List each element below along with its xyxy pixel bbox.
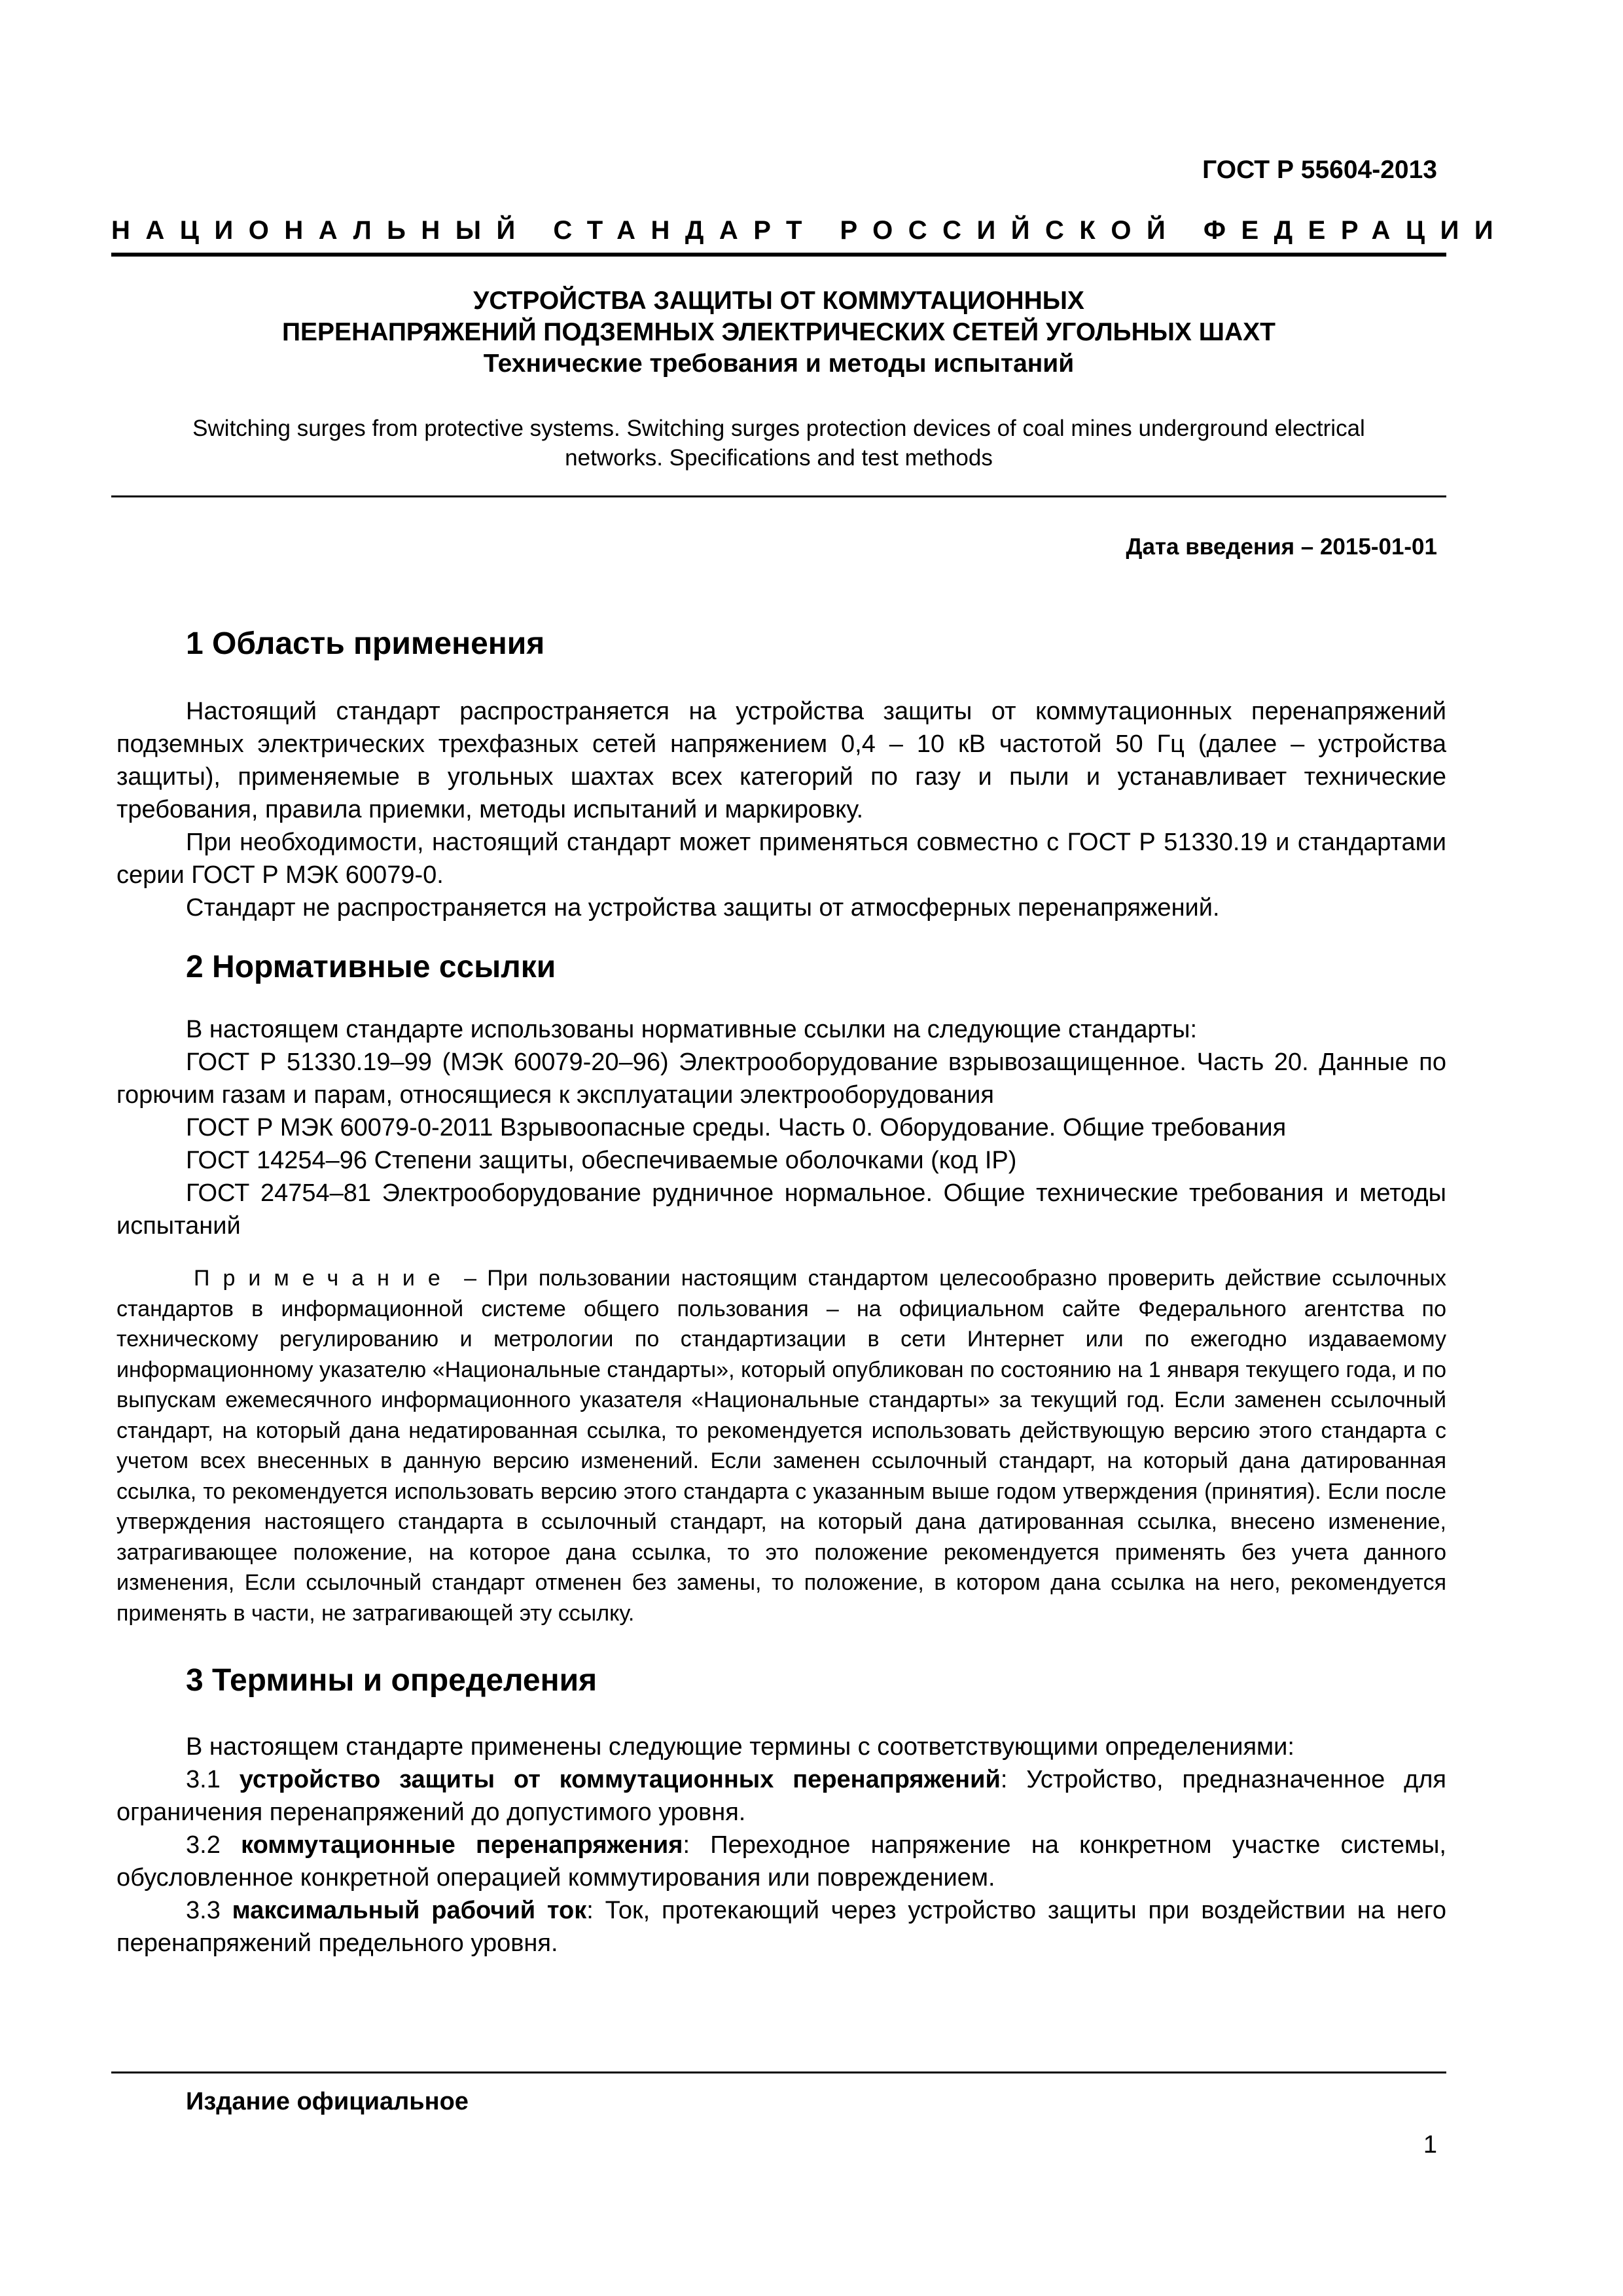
english-title-line-2: networks. Specifications and test methods [565,445,993,471]
header-rule [111,253,1446,257]
term-name: максимальный рабочий ток [232,1897,587,1924]
edition-label: Издание официальное [186,2088,469,2115]
document-code: ГОСТ Р 55604-2013 [1202,156,1437,184]
term-definition [116,1763,1446,1829]
title-line-1: УСТРОЙСТВА ЗАЩИТЫ ОТ КОММУТАЦИОННЫХ [473,287,1084,315]
section-3-body [116,1731,1446,1960]
note-block [116,1263,1446,1628]
note-paragraph [116,1263,1446,1628]
paragraph: Стандарт не распространяется на устройства защиты от атмосферных перенапряжений. [186,894,1220,922]
term-definition-text: : Переходное напряжение на конкретном участке системы, обусловленное конкретной операцией коммутирования или повреждением. [116,1831,1446,1892]
title-line-3: Технические требования и методы испытаний [483,350,1075,378]
paragraph: В настоящем стандарте использованы нормативные ссылки на следующие стандарты: [186,1016,1198,1043]
term-number: 3.1 [186,1766,240,1793]
section-1-heading: 1 Область применения [186,626,545,661]
title-line-2: ПЕРЕНАПРЯЖЕНИЙ ПОДЗЕМНЫХ ЭЛЕКТРИЧЕСКИХ СЕТЕЙ УГОЛЬНЫХ ШАХТ [282,318,1275,346]
section-1-body [116,695,1446,924]
reference-item: ГОСТ 14254–96 Степени защиты, обеспечиваемые оболочками (код IP) [186,1147,1017,1174]
term-name: коммутационные перенапряжения [241,1831,683,1859]
standard-banner: НАЦИОНАЛЬНЫЙ СТАНДАРТ РОССИЙСКОЙ ФЕДЕРАЦИИ [111,216,1509,245]
reference-item: ГОСТ Р МЭК 60079-0-2011 Взрывоопасные среды. Часть 0. Оборудование. Общие требования [186,1114,1287,1141]
section-2-body [116,1013,1446,1242]
note-text: – При пользовании настоящим стандартом целесообразно проверить действие ссылочных стандартов в информационной системе общего пользования – на официальном сайте Федерального агентства по техническому регулированию и метрологии по стандартизации в сети Интернет или по ежегодно издаваемому информационному указателю «Национальные стандарты», который опубликован по состоянию на 1 января текущего года, и по выпускам ежемесячного информационного указателя «Национальные стандарты» за текущий год. Если заменен ссылочный стандарт, на который дана недатированная ссылка, то рекомендуется использовать действующую версию этого стандарта с учетом всех внесенных в данную версию изменений. Если заменен ссылочный стандарт, на который дана датированная ссылка, то рекомендуется использовать версию этого стандарта с указанным выше годом утверждения (принятия). Если после утверждения настоящего стандарта в ссылочный стандарт, на который дана датированная ссылка, внесено изменение, затрагивающее положение, на которое дана ссылка, то это положение рекомендуется применять без учета данного изменения, Если ссылочный стандарт отменен без замены, то положение, в котором дана ссылка на него, рекомендуется применять в части, не затрагивающей эту ссылку. [116,1266,1446,1626]
page-number: 1 [1423,2131,1437,2159]
english-title [111,414,1446,473]
paragraph: Настоящий стандарт распространяется на устройства защиты от коммутационных перенапряжений подземных электрических трехфазных сетей напряжением 0,4 – 10 кВ частотой 50 Гц (далее – устройства защиты), применяемые в угольных шахтах всех категорий по газу и пыли и устанавливает технические требования, правила приемки, методы испытаний и маркировку. [116,698,1446,823]
title-rule [111,495,1446,497]
reference-item: ГОСТ 24754–81 Электрооборудование рудничное нормальное. Общие технические требования и методы испытаний [116,1179,1446,1240]
paragraph: В настоящем стандарте применены следующие термины с соответствующими определениями: [186,1733,1294,1761]
term-name: устройство защиты от коммутационных перенапряжений [239,1766,1001,1793]
term-number: 3.2 [186,1831,241,1859]
term-number: 3.3 [186,1897,232,1924]
note-label: Примечание [194,1266,454,1291]
english-title-line-1: Switching surges from protective systems. Switching surges protection devices of coal mines underground electrical [192,416,1365,441]
section-3-heading: 3 Термины и определения [186,1663,597,1698]
document-title [111,285,1446,380]
introduction-date: Дата введения – 2015-01-01 [1126,534,1437,560]
paragraph: При необходимости, настоящий стандарт может применяться совместно с ГОСТ Р 51330.19 и стандартами серии ГОСТ Р МЭК 60079-0. [116,829,1446,889]
term-definition-text: : Устройство, предназначенное для ограничения перенапряжений до допустимого уровня. [116,1766,1446,1826]
term-definition-text: : Ток, протекающий через устройство защиты при воздействии на него перенапряжений предельного уровня. [116,1897,1446,1957]
reference-item: ГОСТ Р 51330.19–99 (МЭК 60079-20–96) Электрооборудование взрывозащищенное. Часть 20. Данные по горючим газам и парам, относящиеся к эксплуатации электрооборудования [116,1049,1446,1109]
section-2-heading: 2 Нормативные ссылки [186,950,556,984]
term-definition [116,1829,1446,1894]
term-definition [116,1894,1446,1960]
footer-rule [111,2072,1446,2073]
